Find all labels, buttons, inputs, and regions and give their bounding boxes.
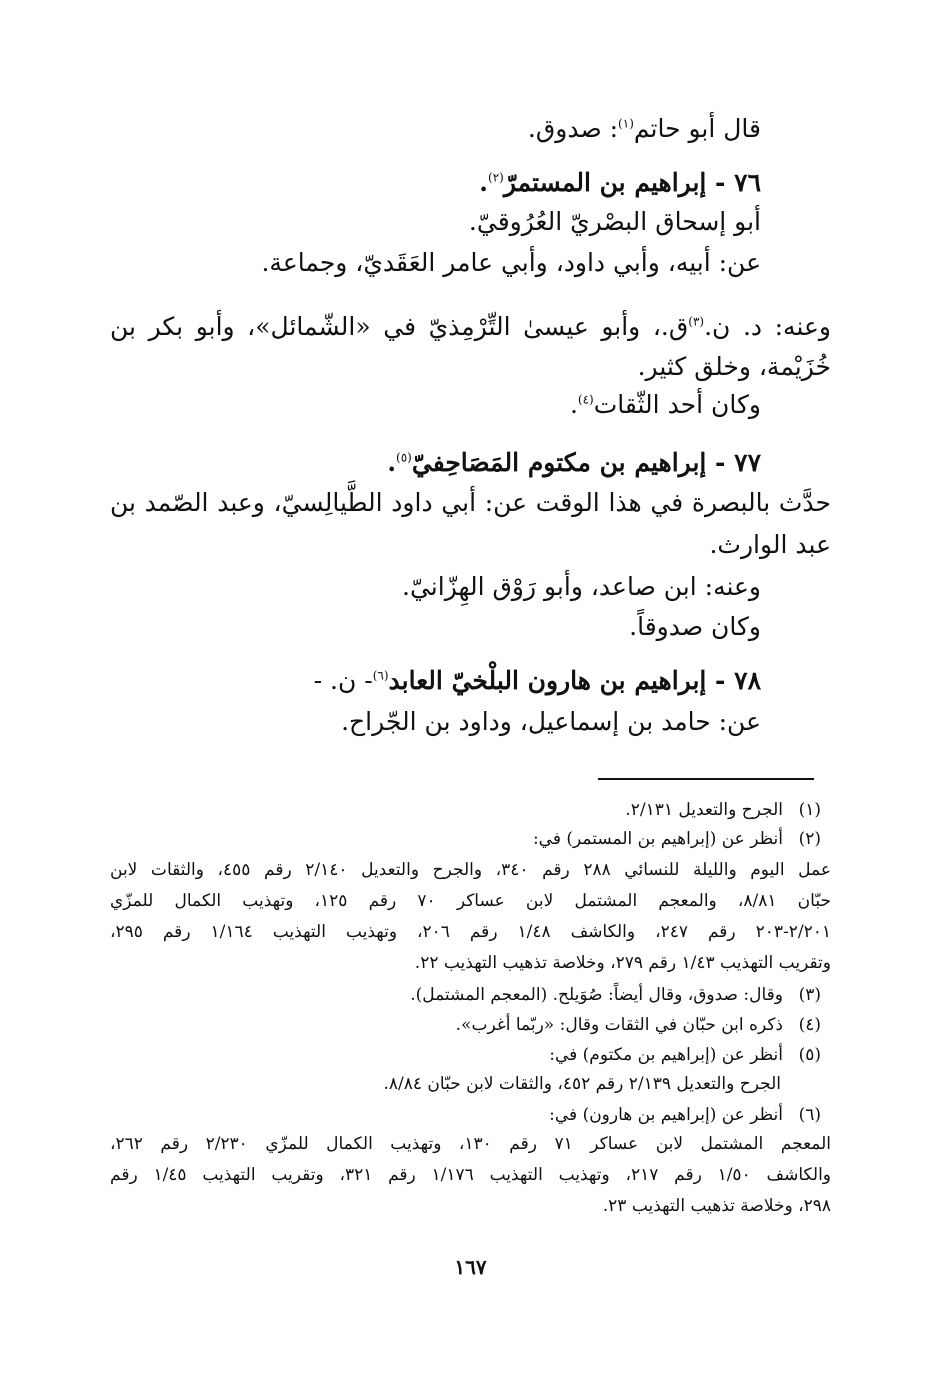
footnote-line: ٢/٢٠١-٢٠٣ رقم ٢٤٧، والكاشف ١/٤٨ رقم ٢٠٦، وتهذيب التهذيب ١/١٦٤ رقم ٢٩٥،: [110, 922, 831, 942]
footnote-text: وقال: صدوق، وقال أيضاً: صُوَيلح. (المعجم المشتمل).: [410, 985, 783, 1005]
text: وعنه: د. ن.: [704, 312, 831, 341]
text-line: وعنه: ابن صاعد، وأبو رَوْق الهِزّانيّ.: [402, 572, 761, 601]
text-line: وكان صدوقاً.: [629, 612, 761, 641]
footnote-number: (١): [798, 800, 821, 820]
entry-heading-78: [314, 664, 761, 698]
footnote-number: (٣): [798, 985, 821, 1005]
footnote-line: ٢٩٨، وخلاصة تذهيب التهذيب ٢٣.: [602, 1196, 831, 1216]
text: وكان أحد الثّقات: [593, 390, 761, 419]
text: - ن. -: [313, 666, 373, 695]
footnote-line: حبّان ٨/٨١، والمعجم المشتمل لابن عساكر ٧٠ رقم ١٢٥، وتهذيب الكمال للمزّي: [110, 891, 831, 911]
footnote-3: [410, 982, 821, 1008]
footnote-text: أنظر عن (إبراهيم بن المستمر) في:: [532, 829, 783, 849]
footnote-line: وتقريب التهذيب ١/٤٣ رقم ٢٧٩، وخلاصة تذهيب التهذيب ٢٢.: [414, 953, 831, 973]
entry-heading-76: ٧٦ - إبراهيم بن المستمرّ$^{(٢)}$.: [479, 168, 761, 197]
text-line: عن: حامد بن إسماعيل، وداود بن الجّراح.: [341, 707, 761, 736]
footnote-ref: (٥): [396, 450, 412, 465]
text-line: خُزَيْمة، وخلق كثير.: [637, 352, 831, 381]
footnote-ref: (٣): [688, 314, 705, 329]
text-line: وكان أحد الثّقات$^{(٤)}$.: [569, 390, 761, 419]
footnote-line: والكاشف ١/٥٠ رقم ٢١٧، وتهذيب التهذيب ١/١٧٦ رقم ٣٢١، وتقريب التهذيب ١/٤٥ رقم: [110, 1165, 831, 1185]
footnote-ref: (١): [618, 116, 634, 131]
heading-text: ٧٨ - إبراهيم بن هارون البلْخيّ العابد: [388, 666, 761, 695]
footnote-line: الجرح والتعديل ٢/١٣٩ رقم ٤٥٢، والثقات لابن حبّان ٨/٨٤.: [383, 1074, 781, 1094]
text: قال أبو حاتم: [633, 114, 761, 143]
footnote-text: ذكره ابن حبّان في الثقات وقال: «ربّما أغرب».: [455, 1015, 783, 1035]
footnote-number: (٦): [798, 1105, 821, 1125]
footnote-text: الجرح والتعديل ٢/١٣١.: [625, 800, 783, 820]
footnote-number: (٥): [798, 1045, 821, 1065]
footnote-number: (٢): [798, 829, 821, 849]
text-line: [528, 112, 761, 146]
footnote-separator: [598, 778, 814, 780]
text-line: [110, 310, 831, 344]
page-number: ١٦٧: [454, 1255, 487, 1279]
footnote-ref: (٤): [577, 392, 594, 407]
text-line: حدَّث بالبصرة في هذا الوقت عن: أبي داود الطَّيالِسيّ، وعبد الصّمد بن: [110, 488, 831, 517]
footnote-text: أنظر عن (إبراهيم بن هارون) في:: [549, 1105, 783, 1125]
text-line: عبد الوارث.: [709, 530, 831, 559]
footnote-line: المعجم المشتمل لابن عساكر ٧١ رقم ١٣٠، وتهذيب الكمال للمزّي ٢/٢٣٠ رقم ٢٦٢،: [110, 1134, 831, 1154]
footnote-6: [549, 1102, 821, 1128]
text-line: أبو إسحاق البصْريّ العُرُوقيّ.: [468, 207, 761, 236]
footnote-5: [549, 1042, 821, 1068]
text: ق.، وأبو عيسىٰ التِّرْمِذيّ في «الشّمائل»، وأبو بكر بن: [110, 312, 689, 341]
footnote-line: عمل اليوم والليلة للنسائي ٢٨٨ رقم ٣٤٠، والجرح والتعديل ٢/١٤٠ رقم ٤٥٥، والثقات لابن: [110, 860, 831, 880]
text-line: عن: أبيه، وأبي داود، وأبي عامر العَقَديّ، وجماعة.: [261, 248, 761, 277]
footnote-ref: (٢): [488, 170, 504, 185]
entry-heading-77: ٧٧ - إبراهيم بن مكتوم المَصَاحِفيّ$^{(٥)}$.: [387, 448, 761, 477]
text: : صدوق.: [527, 114, 619, 143]
heading-text: ٧٦ - إبراهيم بن المستمرّ: [503, 168, 761, 197]
footnote-4: [456, 1012, 821, 1038]
footnote-ref: (٦): [372, 668, 389, 683]
footnote-2: [533, 826, 821, 852]
footnote-text: أنظر عن (إبراهيم بن مكتوم) في:: [549, 1045, 783, 1065]
footnote-1: [625, 797, 821, 823]
footnote-number: (٤): [798, 1015, 821, 1035]
heading-text: ٧٧ - إبراهيم بن مكتوم المَصَاحِفيّ: [411, 448, 761, 477]
